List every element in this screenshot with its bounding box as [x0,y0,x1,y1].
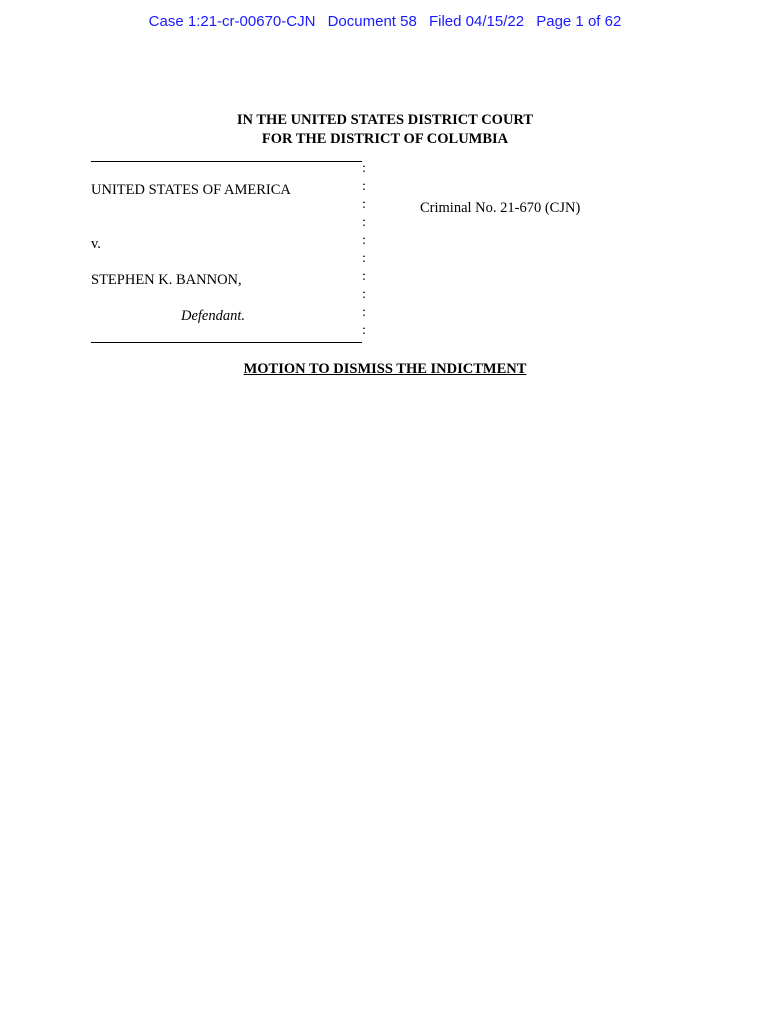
caption-top-rule [91,161,362,162]
plaintiff-name: UNITED STATES OF AMERICA [91,182,291,198]
page-count-header: Page 1 of 62 [536,13,622,30]
caption-bottom-rule [91,342,362,343]
caption-colon: : [362,233,366,248]
caption-colon: : [362,197,366,212]
defendant-name: STEPHEN K. BANNON, [91,272,242,288]
case-number-header: Case 1:21-cr-00670-CJN [148,13,316,30]
caption-colon: : [362,251,366,266]
caption-colon: : [362,215,366,230]
court-title-line-2: FOR THE DISTRICT OF COLUMBIA [261,131,509,147]
caption-colon: : [362,323,366,338]
caption-colon: : [362,305,366,320]
defendant-role: Defendant. [181,308,246,324]
ecf-filing-header [0,13,770,30]
caption-colon: : [362,269,366,284]
caption-colon: : [362,287,366,302]
filed-date-header: Filed 04/15/22 [428,13,525,30]
motion-title: MOTION TO DISMISS THE INDICTMENT [243,361,527,377]
criminal-case-number: Criminal No. 21-670 (CJN) [420,200,581,216]
caption-colon-column [362,160,370,340]
document-number-header: Document 58 [327,13,417,30]
caption-colon: : [362,179,366,194]
court-title-line-1: IN THE UNITED STATES DISTRICT COURT [236,112,534,128]
caption-colon: : [362,161,366,176]
versus-label: v. [91,236,101,252]
court-title [0,111,770,149]
